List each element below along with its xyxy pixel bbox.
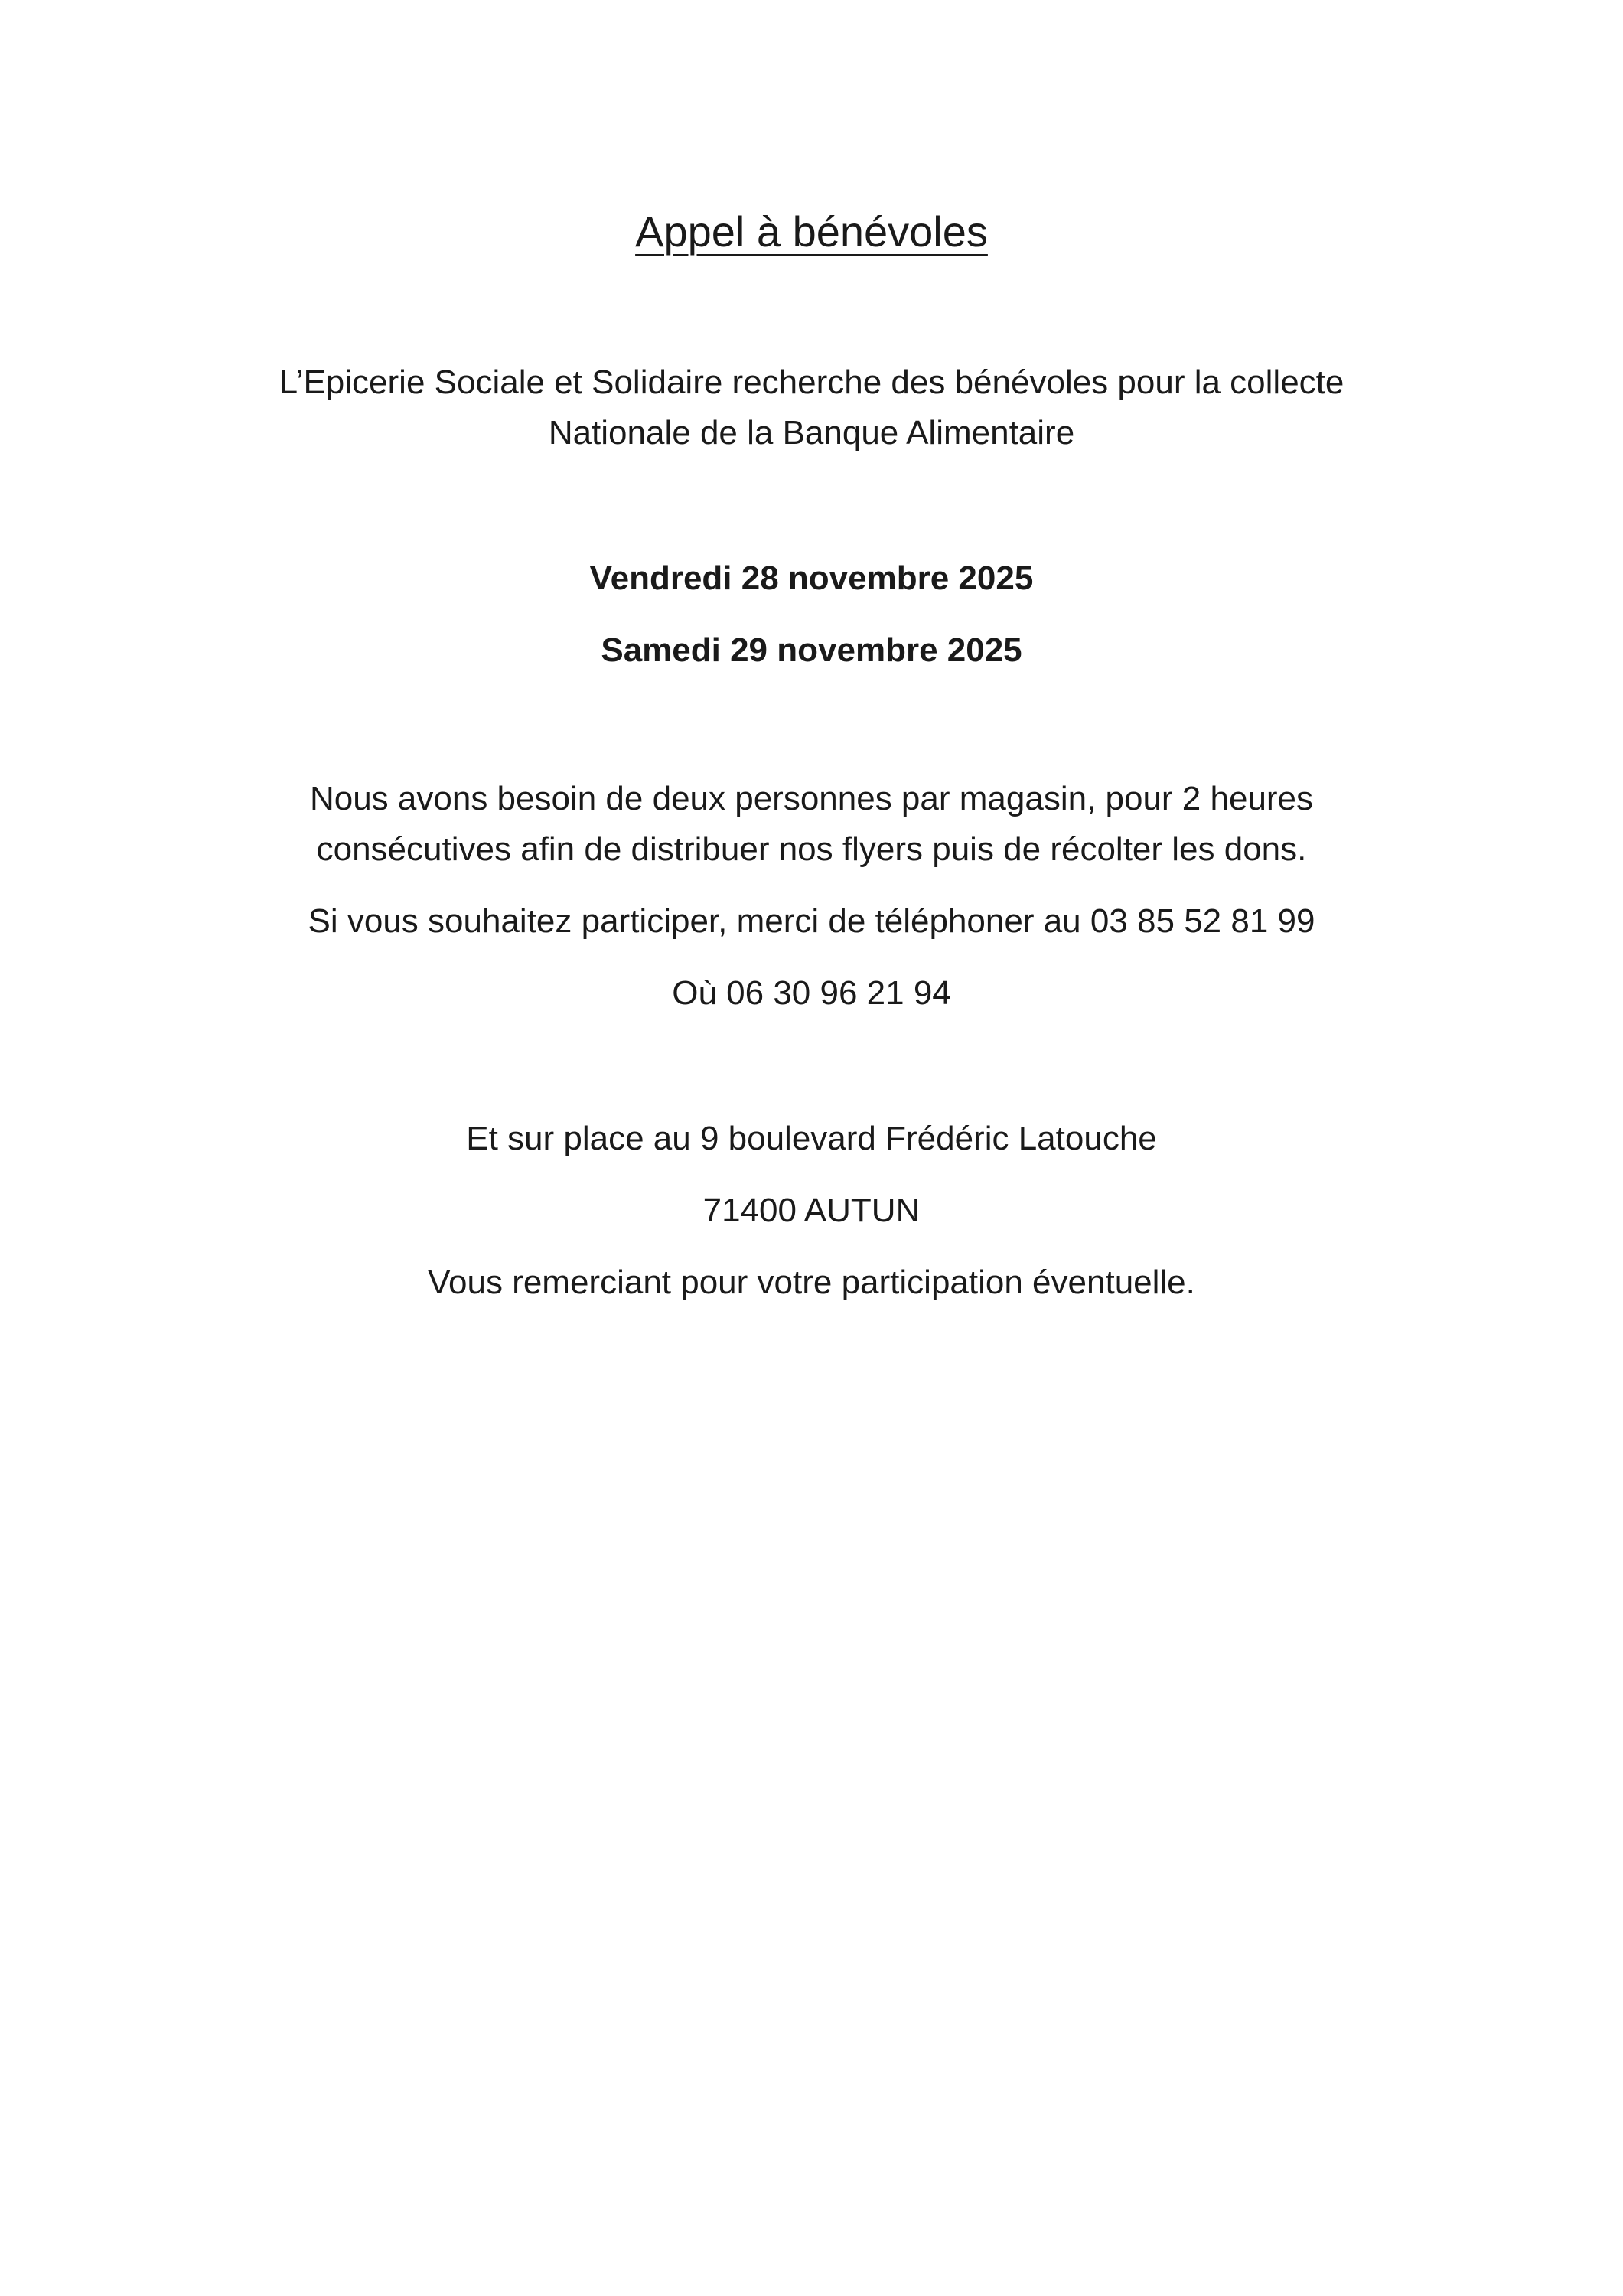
address-street-line: Et sur place au 9 boulevard Frédéric Latouche (466, 1120, 1157, 1157)
closing-line: Vous remerciant pour votre participation éventuelle. (428, 1264, 1195, 1301)
document-title: Appel à bénévoles (635, 207, 988, 256)
need-line-1: Nous avons besoin de deux personnes par magasin, pour 2 heures (309, 780, 1314, 817)
need-line-2: consécutives afin de distribuer nos flyers puis de récolter les dons. (316, 830, 1307, 868)
contact-alt-phone-line: Où 06 30 96 21 94 (672, 974, 951, 1012)
date-saturday: Samedi 29 novembre 2025 (601, 631, 1022, 669)
contact-phone-line: Si vous souhaitez participer, merci de téléphoner au 03 85 52 81 99 (308, 902, 1315, 940)
date-friday: Vendredi 28 novembre 2025 (589, 559, 1034, 597)
intro-line-1: L’Epicerie Sociale et Solidaire recherche des bénévoles pour la collecte (279, 364, 1344, 401)
address-city-line: 71400 AUTUN (702, 1192, 921, 1229)
intro-line-2: Nationale de la Banque Alimentaire (548, 414, 1075, 452)
